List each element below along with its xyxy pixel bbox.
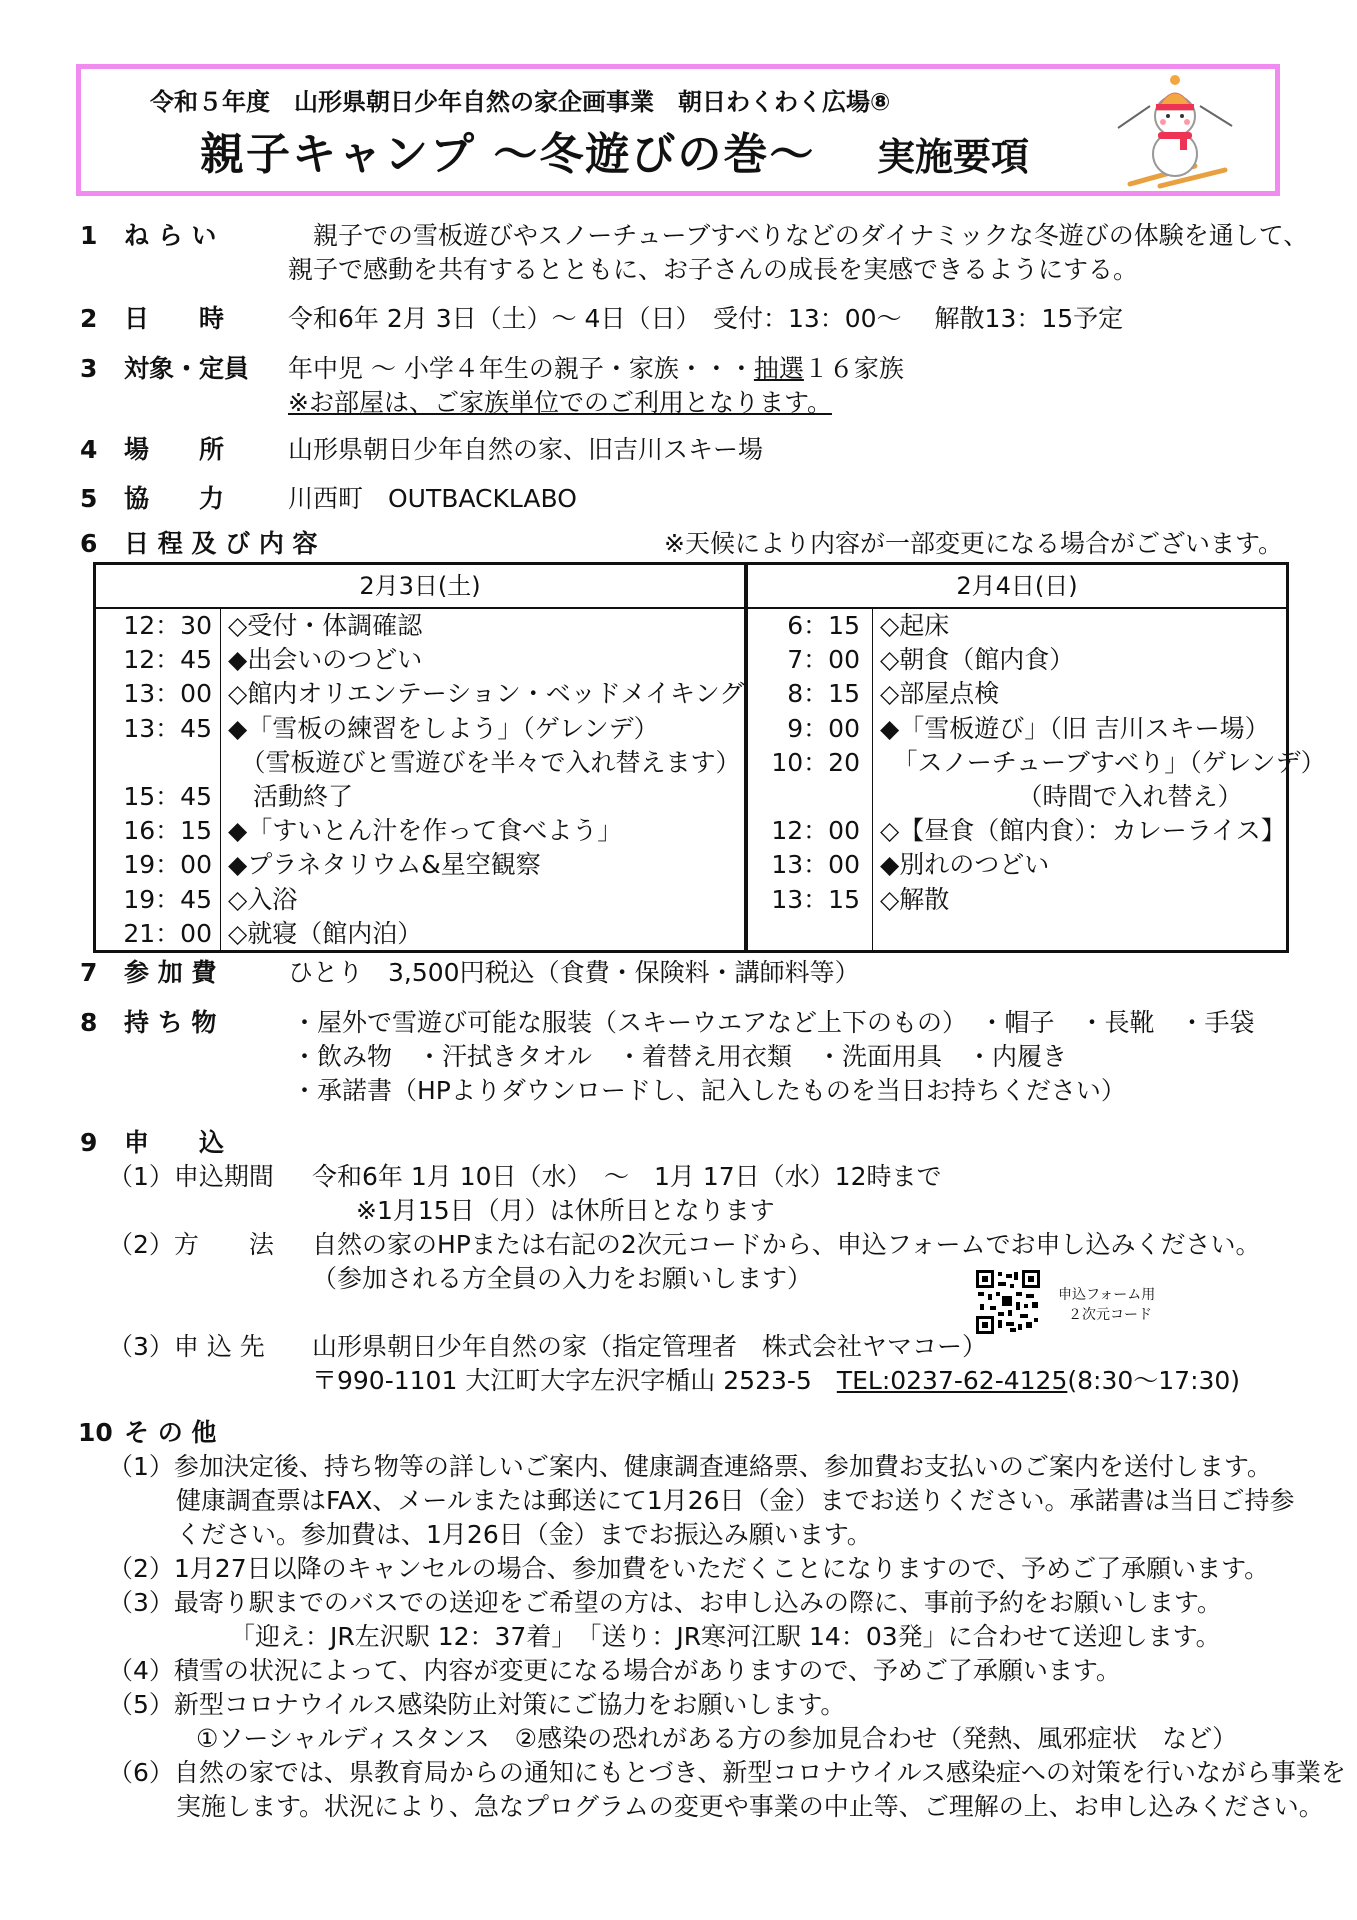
day1-event: ◇館内オリエンテーション・ベッドメイキング: [228, 679, 745, 709]
page-title: 親子キャンプ ～冬遊びの巻～: [200, 129, 816, 180]
qr-caption-2: ２次元コード: [1068, 1307, 1152, 1323]
other-line-7: （4）積雪の状況によって、内容が変更になる場合がありますので、予めご了承願います。: [108, 1656, 1121, 1685]
section-6-num: 6: [80, 529, 98, 558]
section-3-num: 3: [80, 354, 98, 383]
day1-time: 21：00: [123, 918, 212, 948]
day1-time: 13：00: [123, 679, 212, 709]
section-5-num: 5: [80, 484, 98, 513]
section-4-label: 場 所: [124, 435, 225, 464]
day2-event: ◇起床: [880, 611, 950, 640]
apply-period-label: （1）申込期間: [108, 1162, 274, 1191]
column-divider: [744, 565, 748, 950]
other-line-9: ①ソーシャルディスタンス ②感染の恐れがある方の参加見合わせ（発熱、風邪症状 など）: [196, 1724, 1238, 1753]
day2-event: ◆別れのつどい: [880, 850, 1050, 880]
header-subtitle: 令和５年度 山形県朝日少年自然の家企画事業 朝日わくわく広場⑧: [150, 88, 891, 116]
apply-method-note: （参加される方全員の入力をお願いします）: [312, 1264, 813, 1293]
apply-period-note: ※1月15日（月）は休所日となります: [356, 1196, 775, 1225]
day1-time: 19：45: [123, 884, 212, 914]
section-7-num: 7: [80, 958, 98, 987]
other-line-1: （1）参加決定後、持ち物等の詳しいご案内、健康調査連絡票、参加費お支払いのご案内を送付します。: [108, 1452, 1272, 1481]
section-10-label: そ の 他: [124, 1418, 217, 1447]
day1-time: 13：45: [123, 713, 212, 743]
schedule-table: [93, 562, 1326, 953]
day2-header: 2月4日(日): [748, 565, 1286, 609]
day2-time: 9：00: [787, 713, 860, 743]
other-line-4: （2）1月27日以降のキャンセルの場合、参加費をいただくことになりますので、予めご了承願います。: [108, 1554, 1270, 1583]
other-line-3: ください。参加費は、1月26日（金）までお振込み願います。: [176, 1520, 872, 1549]
day1-time: 15：45: [123, 782, 212, 811]
day2-time: 6：15: [787, 611, 860, 640]
section-9-label: 申 込: [124, 1128, 225, 1157]
section-10-num: 10: [78, 1418, 113, 1447]
items-line-2: ・飲み物 ・汗拭きタオル ・着替え用衣類 ・洗面用具 ・内履き: [292, 1042, 1068, 1071]
section-7-label: 参 加 費: [124, 958, 217, 987]
day1-event: ◇受付・体調確認: [228, 611, 423, 640]
day2-time: 8：15: [787, 679, 860, 709]
day1-event: ◆出会いのつどい: [228, 645, 423, 675]
other-line-5: （3）最寄り駅までのバスでの送迎をご希望の方は、お申し込みの際に、事前予約をお願いします。: [108, 1588, 1222, 1617]
day2-time: 12：00: [771, 816, 860, 846]
apply-method-label: （2）方 法: [108, 1230, 274, 1259]
date-text: 令和6年 2月 3日（土）～ 4日（日） 受付：13：00～ 解散13：15予定: [288, 304, 1124, 333]
section-2-label: 日 時: [124, 304, 225, 333]
day2-time: 13：00: [771, 850, 860, 880]
apply-method: 自然の家のHPまたは右記の2次元コードから、申込フォームでお申し込みください。: [312, 1230, 1261, 1259]
apply-period: 令和6年 1月 10日（水） ～ 1月 17日（水）12時まで: [312, 1162, 942, 1191]
day2-event: ◇部屋点検: [880, 679, 1000, 709]
coop-text: 川西町 OUTBACKLABO: [288, 484, 577, 513]
day1-event: ◆プラネタリウム&星空観察: [228, 850, 541, 880]
other-line-2: 健康調査票はFAX、メールまたは郵送にて1月26日（金）までお送りください。承諾書は当日ご持参: [176, 1486, 1295, 1515]
fee-text: ひとり 3,500円税込（食費・保険料・講師料等）: [288, 958, 860, 987]
day1-event: （雪板遊びと雪遊びを半々で入れ替えます）: [228, 747, 741, 777]
other-line-8: （5）新型コロナウイルス感染防止対策にご協力をお願いします。: [108, 1690, 846, 1719]
day1-event: ◆「雪板の練習をしよう」（ゲレンデ）: [228, 713, 659, 743]
snowman-skier-icon: [1100, 66, 1250, 190]
section-5-label: 協 力: [124, 484, 225, 513]
aim-line-2: 親子で感動を共有するとともに、お子さんの成長を実感できるようにする。: [288, 255, 1139, 284]
time-divider-day2: [872, 607, 873, 950]
aim-line-1: 親子での雪板遊びやスノーチューブすべりなどのダイナミックな冬遊びの体験を通して、: [288, 221, 1309, 250]
target-line-2: ※お部屋は、ご家族単位でのご利用となります。: [288, 388, 832, 417]
day1-time: [116, 746, 212, 780]
day1-time: 19：00: [123, 850, 212, 880]
page-title-suffix: 実施要項: [877, 135, 1030, 179]
section-1-label: ね ら い: [124, 221, 217, 250]
day1-header: 2月3日(土): [96, 565, 744, 609]
other-line-11: 実施します。状況により、急なプログラムの変更や事業の中止等、ご理解の上、お申し込みください。: [176, 1792, 1324, 1821]
day2-event: ◆「雪板遊び」（旧 吉川スキー場）: [880, 713, 1270, 743]
qr-caption-1: 申込フォーム用: [1058, 1287, 1156, 1303]
day2-event: ◇解散: [880, 884, 950, 914]
day1-event: ◆「すいとん汁を作って食べよう」: [228, 816, 623, 846]
day1-event: ◇就寝（館内泊）: [228, 918, 423, 948]
day1-event: ◇入浴: [228, 884, 298, 914]
place-text: 山形県朝日少年自然の家、旧吉川スキー場: [288, 435, 764, 464]
section-9-num: 9: [80, 1128, 98, 1157]
section-8-label: 持 ち 物: [124, 1008, 217, 1037]
section-3-label: 対象・定員: [124, 354, 250, 383]
apply-address: 〒990-1101 大江町大字左沢字楯山 2523-5 TEL:0237-62-4125(8:30～17:30): [312, 1366, 1241, 1395]
day2-event: ◇朝食（館内食）: [880, 645, 1075, 675]
day2-event: ◇【昼食（館内食）：カレーライス】: [880, 816, 1286, 846]
time-divider-day1: [220, 607, 221, 950]
day1-time: 12：30: [123, 611, 212, 640]
day2-time: 13：15: [771, 884, 860, 914]
apply-dest-label: （3）申 込 先: [108, 1332, 265, 1361]
day2-time: 10：20: [771, 747, 860, 777]
day1-event: 活動終了: [228, 782, 354, 811]
day1-time: 12：45: [123, 645, 212, 675]
tel-link[interactable]: TEL:0237-62-4125: [836, 1366, 1068, 1395]
apply-dest: 山形県朝日少年自然の家（指定管理者 株式会社ヤマコー）: [312, 1332, 988, 1361]
items-line-3: ・承諾書（HPよりダウンロードし、記入したものを当日お持ちください）: [292, 1076, 1126, 1105]
section-8-num: 8: [80, 1008, 98, 1037]
qr-code-icon[interactable]: [976, 1270, 1040, 1334]
section-6-label: 日 程 及 び 内 容: [124, 529, 318, 558]
other-line-6: 「迎え：JR左沢駅 12：37着」 「送り：JR寒河江駅 14：03発」に合わせて送迎します。: [230, 1622, 1221, 1651]
section-4-num: 4: [80, 435, 98, 464]
other-line-10: （6）自然の家では、県教育局からの通知にもとづき、新型コロナウイルス感染症への対策を行いながら事業を: [108, 1758, 1346, 1787]
schedule-note: ※天候により内容が一部変更になる場合がございます。: [664, 529, 1283, 558]
section-2-num: 2: [80, 304, 98, 333]
target-line-1: 年中児 ～ 小学４年生の親子・家族・・・抽選１６家族: [288, 354, 904, 383]
items-line-1: ・屋外で雪遊び可能な服装（スキーウエアなど上下のもの） ・帽子 ・長靴 ・手袋: [292, 1008, 1255, 1037]
day2-event: （時間で入れ替え）: [880, 782, 1243, 811]
day1-time: 16：15: [123, 816, 212, 846]
day2-time: 7：00: [787, 645, 860, 675]
day2-time: [764, 780, 860, 814]
section-1-num: 1: [80, 221, 98, 250]
day2-event: 「スノーチューブすべり」（ゲレンデ）: [880, 747, 1326, 777]
